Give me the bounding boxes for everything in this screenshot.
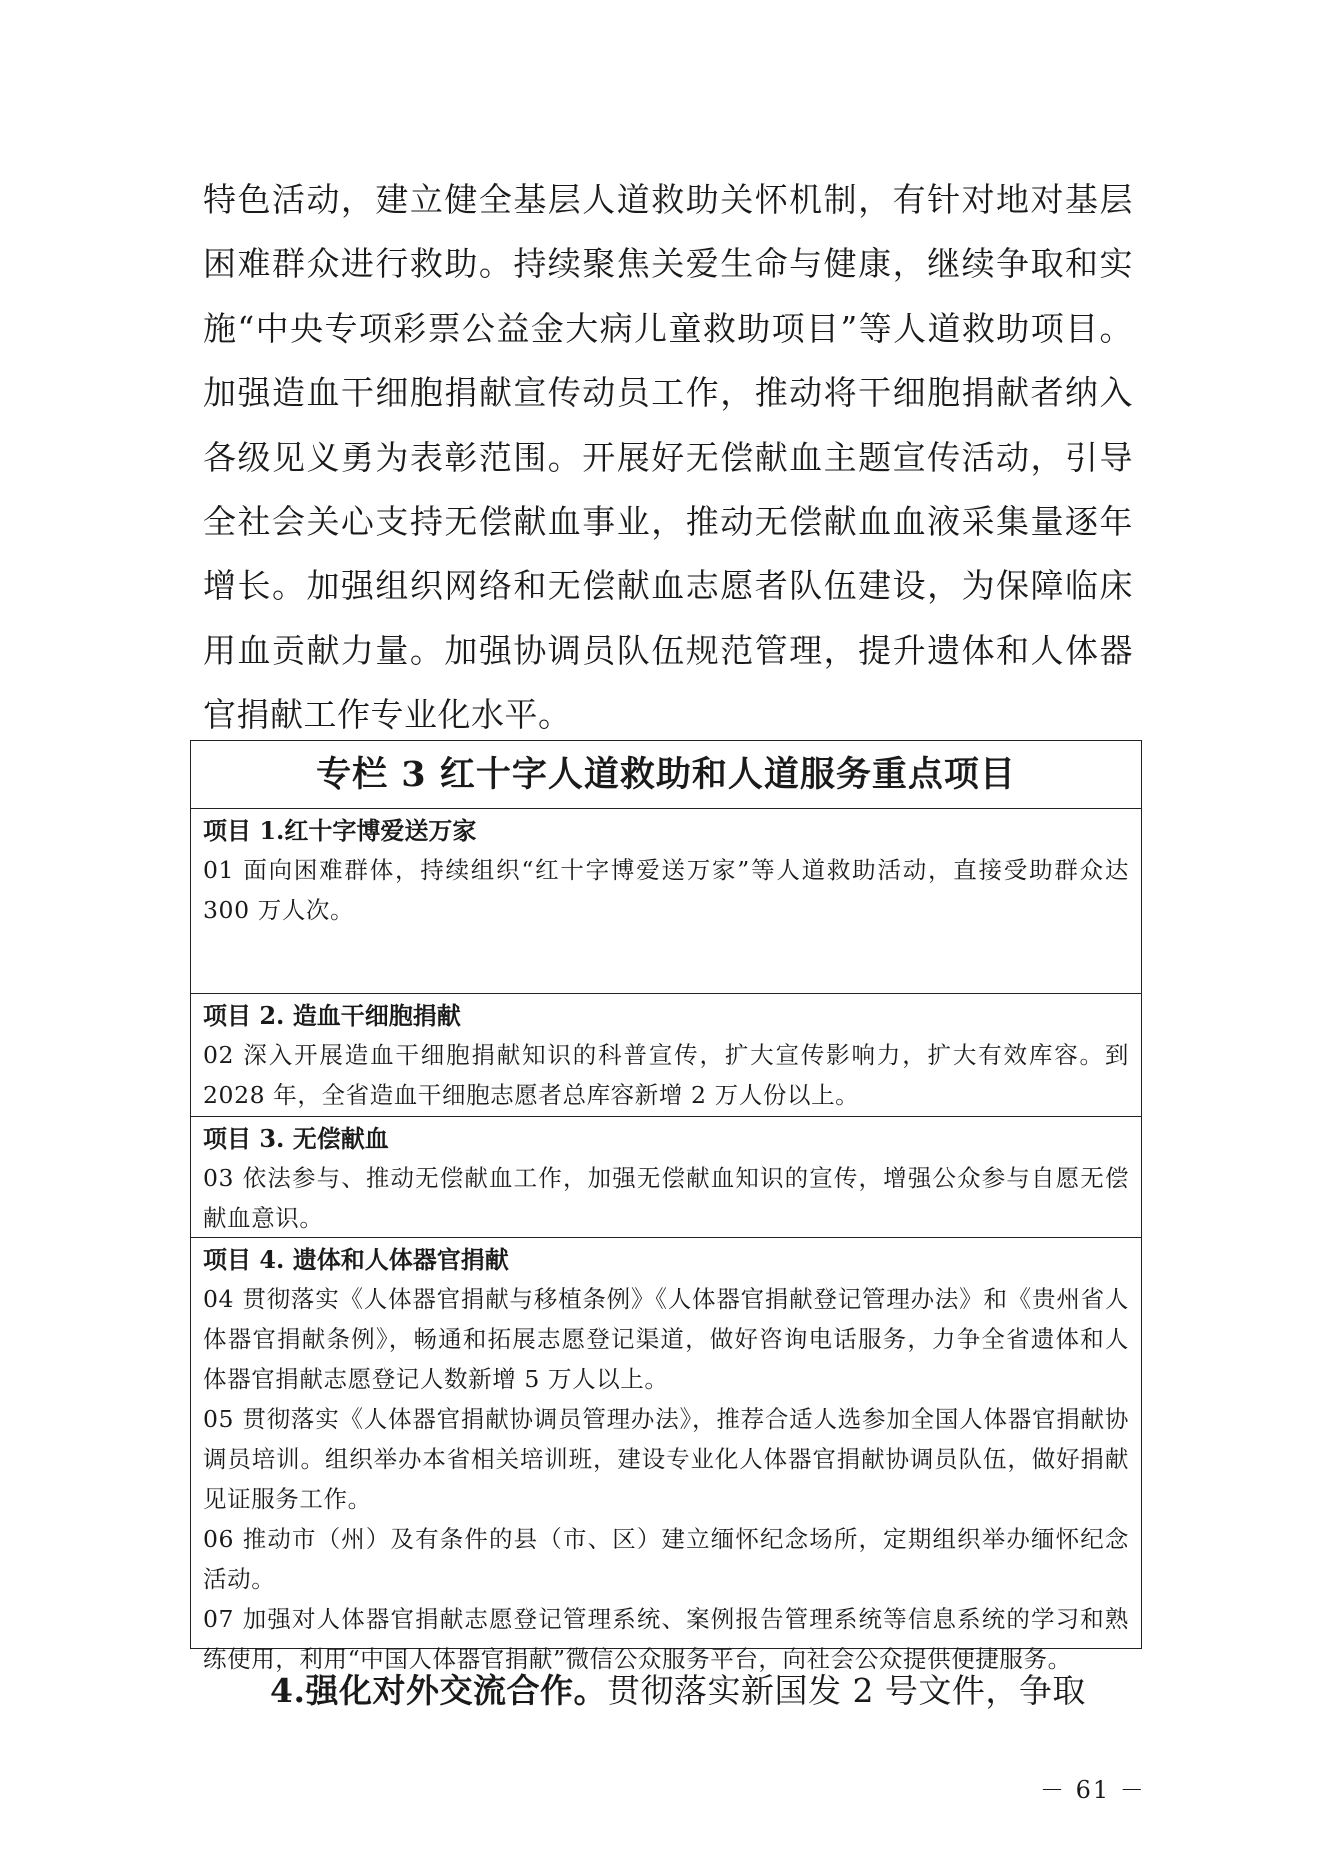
closing-paragraph bbox=[270, 1661, 1132, 1721]
project-item: 05 贯彻落实《人体器官捐献协调员管理办法》，推荐合适人选参加全国人体器官捐献协调员培训。组织举办本省相关培训班，建设专业化人体器官捐献协调员队伍，做好捐献见证服务工作。 bbox=[203, 1405, 1129, 1513]
project-section bbox=[191, 809, 1141, 994]
project-heading: 项目 1.红十字博爱送万家 bbox=[203, 816, 477, 845]
project-item: 04 贯彻落实《人体器官捐献与移植条例》《人体器官捐献登记管理办法》和《贵州省人体器官捐献条例》，畅通和拓展志愿登记渠道，做好咨询电话服务，力争全省遗体和人体器官捐献志愿登记人数新增 5 万人以上。 bbox=[203, 1285, 1129, 1393]
project-item: 07 加强对人体器官捐献志愿登记管理系统、案例报告管理系统等信息系统的学习和熟练使用，利用“中国人体器官捐献”微信公众服务平台，向社会公众提供便捷服务。 bbox=[203, 1605, 1129, 1673]
project-section bbox=[191, 994, 1141, 1117]
project-section bbox=[191, 1117, 1141, 1238]
project-item: 03 依法参与、推动无偿献血工作，加强无偿献血知识的宣传，增强公众参与自愿无偿献血意识。 bbox=[203, 1164, 1129, 1232]
project-item: 02 深入开展造血干细胞捐献知识的科普宣传，扩大宣传影响力，扩大有效库容。到 2028 年，全省造血干细胞志愿者总库容新增 2 万人份以上。 bbox=[203, 1041, 1129, 1109]
project-item: 06 推动市（州）及有条件的县（市、区）建立缅怀纪念场所，定期组织举办缅怀纪念活动。 bbox=[203, 1525, 1129, 1593]
project-heading: 项目 2. 造血干细胞捐献 bbox=[203, 1001, 461, 1030]
page-number: － 61 － bbox=[1040, 1776, 1146, 1804]
box-title: 专栏 3 红十字人道救助和人道服务重点项目 bbox=[191, 741, 1141, 809]
project-section bbox=[191, 1238, 1141, 1673]
closing-lead: 4.强化对外交流合作。 bbox=[270, 1671, 607, 1710]
project-heading: 项目 4. 遗体和人体器官捐献 bbox=[203, 1245, 509, 1274]
body-paragraph: 特色活动，建立健全基层人道救助关怀机制，有针对地对基层困难群众进行救助。持续聚焦关爱生命与健康，继续争取和实施“中央专项彩票公益金大病儿童救助项目”等人道救助项目。加强造血干细胞捐献宣传动员工作，推动将干细胞捐献者纳入各级见义勇为表彰范围。开展好无偿献血主题宣传活动，引导全社会关心支持无偿献血事业，推动无偿献血血液采集量逐年增长。加强组织网络和无偿献血志愿者队伍建设，为保障临床用血贡献力量。加强协调员队伍规范管理，提升遗体和人体器官捐献工作专业化水平。 bbox=[203, 180, 1133, 735]
project-item: 01 面向困难群体，持续组织“红十字博爱送万家”等人道救助活动，直接受助群众达 300 万人次。 bbox=[203, 856, 1129, 924]
project-heading: 项目 3. 无偿献血 bbox=[203, 1124, 389, 1153]
closing-text: 贯彻落实新国发 2 号文件，争取 bbox=[606, 1671, 1086, 1710]
feature-box bbox=[190, 740, 1142, 1673]
